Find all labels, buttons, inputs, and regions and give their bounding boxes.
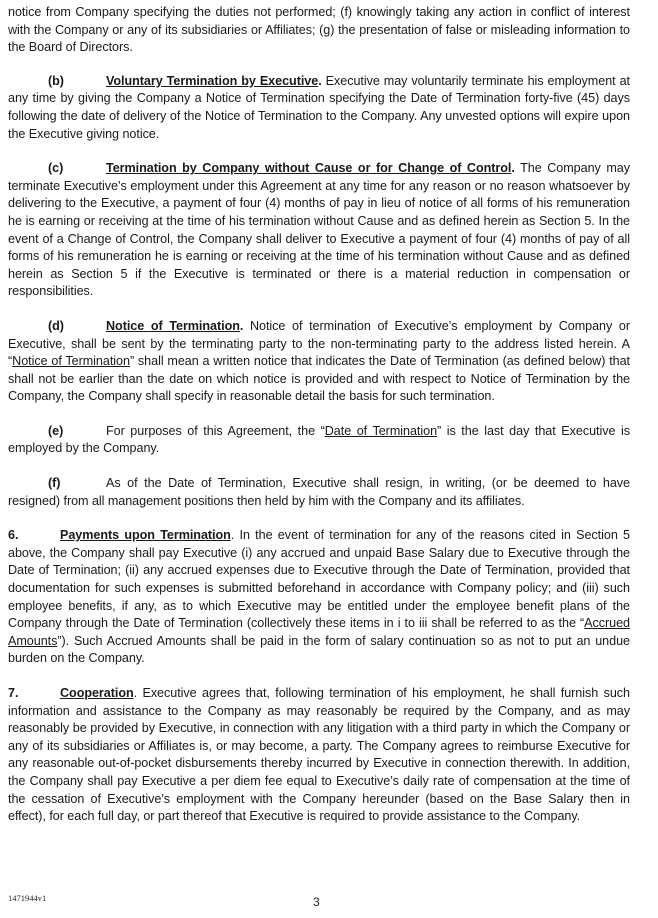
subsection-body: Executive may voluntarily terminate his employment at any time by giving the Company a Notice of Termination specifying the Date of Termination forty-five (45) days following the date of delivery of the Notice of Termination to the Company. Any unvested options will expire upon the Executive giving notice. [8, 73, 630, 141]
page-number: 3 [313, 895, 320, 909]
subsection-heading: Voluntary Termination by Executive [106, 73, 319, 88]
defined-term: Accrued Amounts [8, 616, 630, 648]
section-5d-notice-of-termination [8, 318, 630, 406]
heading-period: . [239, 318, 244, 333]
subsection-heading: Notice of Termination [106, 318, 240, 333]
section-5c-termination-without-cause [8, 160, 630, 301]
subsection-label: (d) [48, 318, 64, 333]
section-5f-resignation [8, 475, 630, 510]
subsection-heading: Termination by Company without Cause or for Change of Control [106, 161, 512, 176]
subsection-body-part1: Notice of termination of Executive’s employment by Company or Executive, shall be sent by the terminating party to the non-terminating party to the address listed herein. A “ [8, 318, 630, 369]
intro-paragraph: notice from Company specifying the duties not performed; (f) knowingly taking any action in conflict of interest with the Company or any of its subsidiaries or Affiliates; (g) the presentation of false or misleading information to the Board of Directors. [8, 5, 630, 55]
heading-period: . [511, 161, 515, 176]
section-5e-date-of-termination [8, 423, 630, 458]
section-6-payments-upon-termination [8, 527, 630, 668]
document-id: 1471944v1 [8, 893, 47, 903]
subsection-body: As of the Date of Termination, Executive shall resign, in writing, (or be deemed to have resigned) from all management positions then held by him with the Company and its affiliates. [8, 476, 630, 508]
section-7-cooperation [8, 685, 630, 826]
section-body-part1: . In the event of termination for any of the reasons cited in Section 5 above, the Company shall pay Executive (i) any accrued and unpaid Base Salary due to Executive through the Date of Termination; (ii) any accrued expenses due to Executive through the Date of Termination, provided that documentation for such expenses is submitted beforehand in accordance with Company policy; and (iii) such employee benefits, if any, as to which Executive may be entitled under the employee benefit plans of the Company through the Date of Termination (collectively these items in i to iii shall be referred to as the “ [8, 528, 630, 631]
section-body-part2: ”). Such Accrued Amounts shall be paid in the form of salary continuation so as not to put an undue burden on the Company. [8, 633, 630, 666]
subsection-body-part2: ” is the last day that Executive is employed by the Company. [8, 423, 630, 456]
subsection-label: (e) [48, 423, 64, 438]
defined-term: Date of Termination [324, 423, 438, 438]
section-number: 6. [8, 528, 19, 543]
section-number: 7. [8, 686, 19, 700]
section-heading: Payments upon Termination [60, 528, 231, 543]
document-page [8, 4, 630, 826]
subsection-label: (c) [48, 161, 64, 176]
section-5b-voluntary-termination [8, 73, 630, 143]
subsection-body-part1: For purposes of this Agreement, the “ [106, 423, 325, 438]
heading-period: . [318, 73, 322, 88]
subsection-body-part2: ” shall mean a written notice that indicates the Date of Termination (as defined below) that shall not be earlier than the date on which notice is provided and with respect to Notice of Termination by the Company, the Company shall specify in reasonable detail the basis for such termination. [8, 354, 630, 404]
subsection-body: The Company may terminate Executive’s employment under this Agreement at any time for any reason or no reason whatsoever by delivering to the Executive, a payment of four (4) months of pay in lieu of notice of all forms of his remuneration he is earning or receiving at the time of his termination without Cause and as defined herein as Section 5. In the event of a Change of Control, the Company shall deliver to Executive a payment of four (4) months of pay of all forms of his remuneration he is earning or receiving at the time of his termination without Cause and as defined herein as Section 5 if the Executive is terminated or there is a material reduction in compensation or responsibilities. [8, 161, 630, 299]
defined-term: Notice of Termination [12, 354, 130, 369]
subsection-label: (f) [48, 476, 61, 491]
section-heading: Cooperation [60, 686, 134, 700]
section-body: . Executive agrees that, following termination of his employment, he shall furnish such information and assistance to the Company as may reasonably be required by the Company, and as may reasonably be provided by Executive, in connection with any litigation with a third party in which the Company or any of its subsidiaries or Affiliates is, or may become, a party. The Company agrees to reimburse Executive for any reasonable out-of-pocket disbursements thereby incurred by Executive in connection therewith. In addition, the Company shall pay Executive a per diem fee equal to Executive’s daily rate of compensation at the time of the cessation of Executive’s employment with the Company hereunder (based on the Base Salary then in effect), for each full day, or part thereof that Executive is required to provide assistance to the Company. [8, 686, 630, 824]
subsection-label: (b) [48, 73, 64, 88]
